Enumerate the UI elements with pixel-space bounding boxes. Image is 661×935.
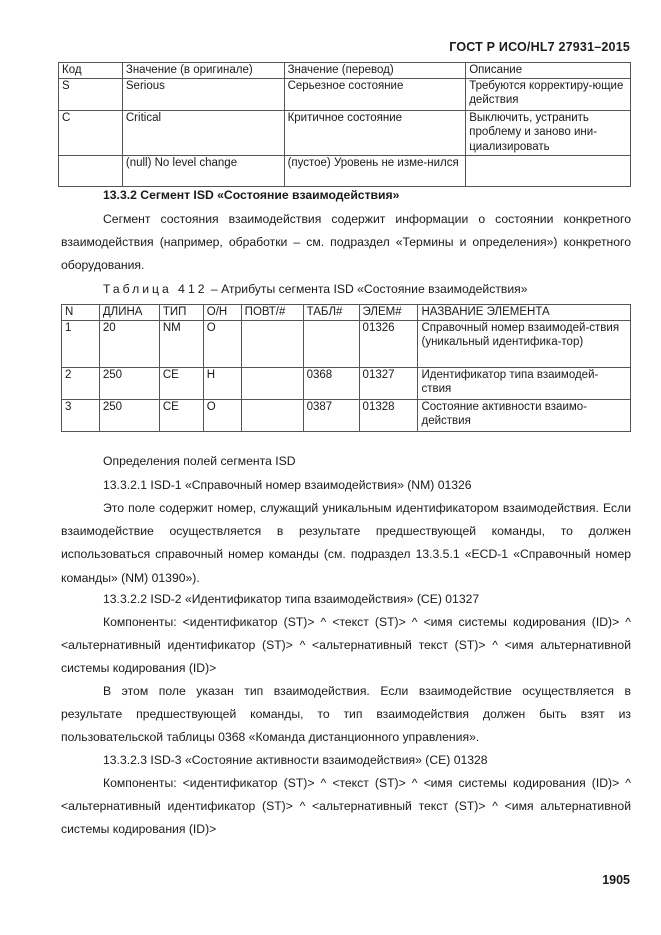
header-cell: О/Н: [203, 305, 241, 321]
table-cell: 01328: [359, 399, 418, 431]
document-header: ГОСТ Р ИСО/HL7 27931–2015: [449, 40, 630, 54]
table-cell: 20: [99, 320, 159, 367]
table-cell: 1: [62, 320, 100, 367]
table-row: [59, 110, 631, 155]
table-cell: Серьезное состояние: [284, 78, 466, 110]
table-row: [62, 320, 631, 367]
field-2-title: 13.3.2.2 ISD-2 «Идентификатор типа взаимодействия» (CE) 01327: [103, 592, 480, 606]
header-cell: N: [62, 305, 100, 321]
header-cell: НАЗВАНИЕ ЭЛЕМЕНТА: [418, 305, 631, 321]
table-cell: Справочный номер взаимодей-ствия (уникальный идентифика-тор): [418, 320, 631, 367]
table-cell: CE: [159, 367, 203, 399]
table-cell: O: [203, 399, 241, 431]
table-row: [59, 155, 631, 186]
table-cell: (пустое) Уровень не изме-нился: [284, 155, 466, 186]
table-cell: 250: [99, 367, 159, 399]
header-cell: ТИП: [159, 305, 203, 321]
table-cell: 0387: [303, 399, 359, 431]
field-1-text: Это поле содержит номер, служащий уникальным идентификатором взаимодействия. Если взаимодействие осуществляется в результате предшествующей команды, то должен использоваться справочный номер команды (см. подраздел 13.3.5.1 «ECD-1 «Справочный номер команды» (NM) 01390»).: [61, 501, 631, 585]
table-cell: Serious: [122, 78, 284, 110]
field-3-title: 13.3.2.3 ISD-3 «Состояние активности взаимодействия» (CE) 01328: [103, 753, 488, 767]
table-row: [59, 78, 631, 110]
table-cell: Идентификатор типа взаимодей-ствия: [418, 367, 631, 399]
section-heading: 13.3.2 Сегмент ISD «Состояние взаимодействия»: [103, 188, 400, 202]
table-cell: 3: [62, 399, 100, 431]
table-cell: O: [203, 320, 241, 367]
table-caption-label: Таблица 412: [103, 282, 208, 296]
table-cell: S: [59, 78, 123, 110]
field-2-text: В этом поле указан тип взаимодействия. Если взаимодействие осуществляется в результате предшествующей команды, то тип взаимодействия должен быть взят из пользовательской таблицы 0368 «Команда дистанционного управления».: [61, 684, 631, 745]
table-cell: Требуются корректиру-ющие действия: [466, 78, 631, 110]
table-cell: [241, 399, 303, 431]
header-cell: Код: [59, 63, 123, 79]
table-header-row: [62, 305, 631, 321]
table-cell: 2: [62, 367, 100, 399]
table-cell: CE: [159, 399, 203, 431]
header-cell: ТАБЛ#: [303, 305, 359, 321]
intro-paragraph: Сегмент состояния взаимодействия содержит информации о состоянии конкретного взаимодействия (например, обработки – см. подраздел «Термины и определения») конкретного оборудования.: [61, 212, 631, 273]
table-row: [62, 399, 631, 431]
table-cell: [466, 155, 631, 186]
header-cell: Значение (в оригинале): [122, 63, 284, 79]
table-caption-text: – Атрибуты сегмента ISD «Состояние взаимодействия»: [210, 282, 528, 296]
field-2-components: Компоненты: <идентификатор (ST)> ^ <текст (ST)> ^ <имя системы кодирования (ID)> ^ <альтернативный идентификатор (ST)> ^ <альтернативный текст (ST)> ^ <имя альтернативной системы кодирования (ID)>: [61, 615, 631, 676]
table-cell: [59, 155, 123, 186]
table-row: [62, 367, 631, 399]
table-cell: 01327: [359, 367, 418, 399]
table-cell: Критичное состояние: [284, 110, 466, 155]
field-3-components: Компоненты: <идентификатор (ST)> ^ <текст (ST)> ^ <имя системы кодирования (ID)> ^ <альтернативный идентификатор (ST)> ^ <альтернативный текст (ST)> ^ <имя альтернативной системы кодирования (ID)>: [61, 776, 631, 837]
table-cell: H: [203, 367, 241, 399]
header-cell: Значение (перевод): [284, 63, 466, 79]
table-cell: NM: [159, 320, 203, 367]
table-cell: 250: [99, 399, 159, 431]
table-cell: Critical: [122, 110, 284, 155]
table-cell: [303, 320, 359, 367]
table-cell: Выключить, устранить проблему и заново ини-циализировать: [466, 110, 631, 155]
header-cell: Описание: [466, 63, 631, 79]
table-cell: [241, 320, 303, 367]
table-cell: Состояние активности взаимо-действия: [418, 399, 631, 431]
table-header-row: [59, 63, 631, 79]
table-cell: C: [59, 110, 123, 155]
isd-attributes-table: [61, 304, 631, 432]
table-cell: (null) No level change: [122, 155, 284, 186]
table-cell: 0368: [303, 367, 359, 399]
header-cell: ЭЛЕМ#: [359, 305, 418, 321]
code-values-table: [58, 62, 631, 187]
table-cell: [241, 367, 303, 399]
table-cell: 01326: [359, 320, 418, 367]
header-cell: ДЛИНА: [99, 305, 159, 321]
field-1-title: 13.3.2.1 ISD-1 «Справочный номер взаимодействия» (NM) 01326: [103, 478, 472, 492]
table-caption: [61, 278, 631, 301]
header-cell: ПОВТ/#: [241, 305, 303, 321]
page-number: 1905: [602, 873, 630, 887]
definitions-title: Определения полей сегмента ISD: [103, 454, 296, 468]
